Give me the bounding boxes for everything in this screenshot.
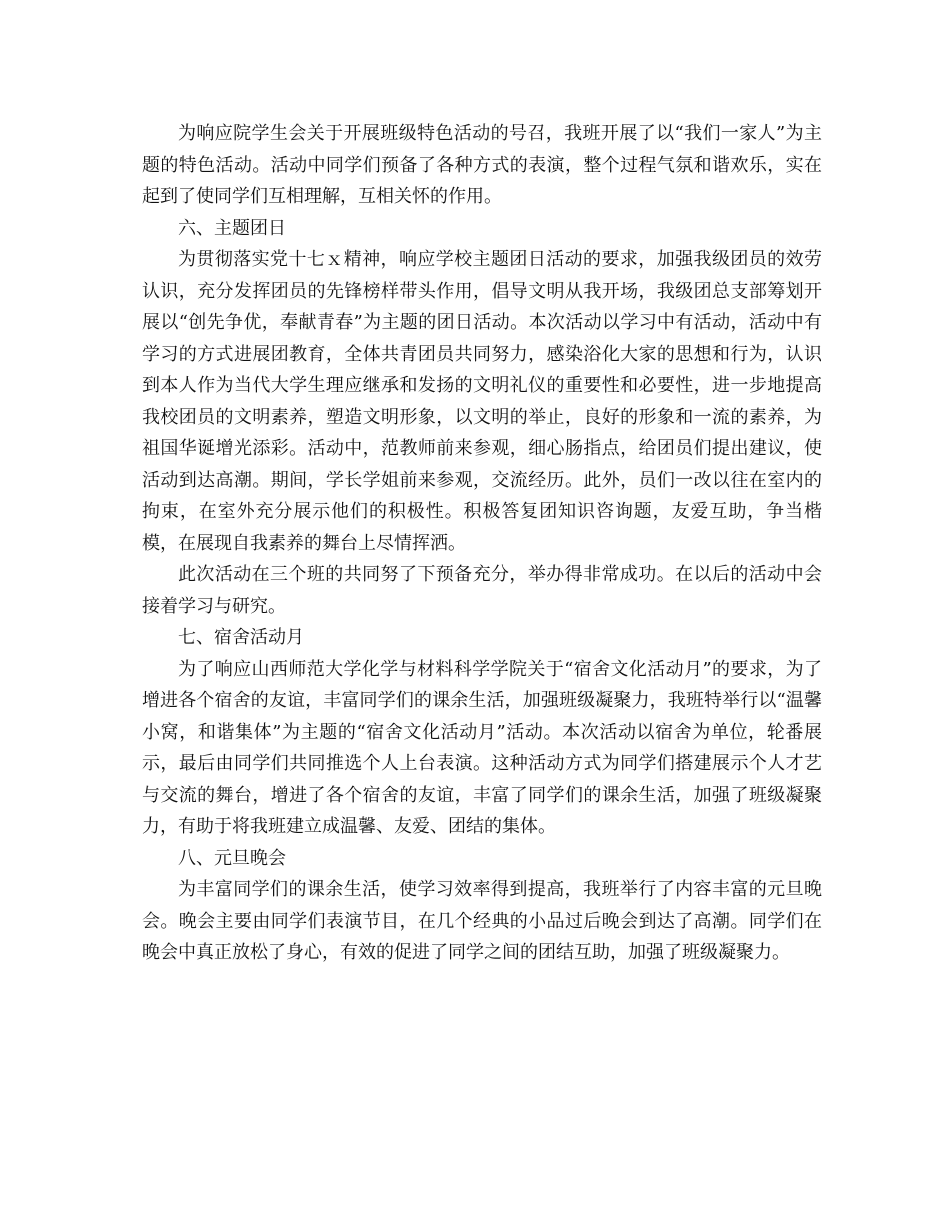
paragraph-theme-league-day: 为贯彻落实党十七ｘ精神，响应学校主题团日活动的要求，加强我级团员的效劳认识，充分发挥团员的先锋榜样带头作用，倡导文明从我开场，我级团总支部筹划开展以“创先争优，奉献青春”为主题的团日活动。本次活动以学习中有活动，活动中有学习的方式进展团教育，全体共青团员共同努力，感染浴化大家的思想和行为，认识到本人作为当代大学生理应继承和发扬的文明礼仪的重要性和必要性，进一步地提高我校团员的文明素养，塑造文明形象，以文明的举止，良好的形象和一流的素养，为祖国华诞增光添彩。活动中，范教师前来参观，细心肠指点，给团员们提出建议，使活动到达高潮。期间，学长学姐前来参观，交流经历。此外，员们一改以往在室内的拘束，在室外充分展示他们的积极性。积极答复团知识咨询题，友爱互助，争当楷模，在展现自我素养的舞台上尽情挥洒。: [142, 249, 822, 554]
paragraph-dormitory-month: 为了响应山西师范大学化学与材料科学学院关于“宿舍文化活动月”的要求，为了增进各个宿舍的友谊，丰富同学们的课余生活，加强班级凝聚力，我班特举行以“温馨小窝，和谐集体”为主题的“宿舍文化活动月”活动。本次活动以宿舍为单位，轮番展示，最后由同学们共同推选个人上台表演。这种活动方式为同学们搭建展示个人才艺与交流的舞台，增进了各个宿舍的友谊，丰富了同学们的课余生活，加强了班级凝聚力，有助于将我班建立成温馨、友爱、团结的集体。: [142, 658, 822, 837]
document-page: [142, 118, 822, 969]
paragraph-activity-summary: 此次活动在三个班的共同努了下预备充分，举办得非常成功。在以后的活动中会接着学习与研究。: [142, 564, 822, 617]
paragraph-special-activity: 为响应院学生会关于开展班级特色活动的号召，我班开展了以“我们一家人”为主题的特色活动。活动中同学们预备了各种方式的表演，整个过程气氛和谐欢乐，实在起到了使同学们互相理解，互相关怀的作用。: [142, 123, 822, 207]
section-heading-dormitory-month: 七、宿舍活动月: [178, 627, 304, 648]
paragraph-new-year-party: 为丰富同学们的课余生活，使学习效率得到提高，我班举行了内容丰富的元旦晚会。晚会主要由同学们表演节目，在几个经典的小品过后晚会到达了高潮。同学们在晚会中真正放松了身心，有效的促进了同学之间的团结互助，加强了班级凝聚力。: [142, 879, 822, 963]
section-heading-new-year-party: 八、元旦晚会: [178, 847, 286, 869]
section-heading-theme-league-day: 六、主题团日: [178, 217, 286, 239]
